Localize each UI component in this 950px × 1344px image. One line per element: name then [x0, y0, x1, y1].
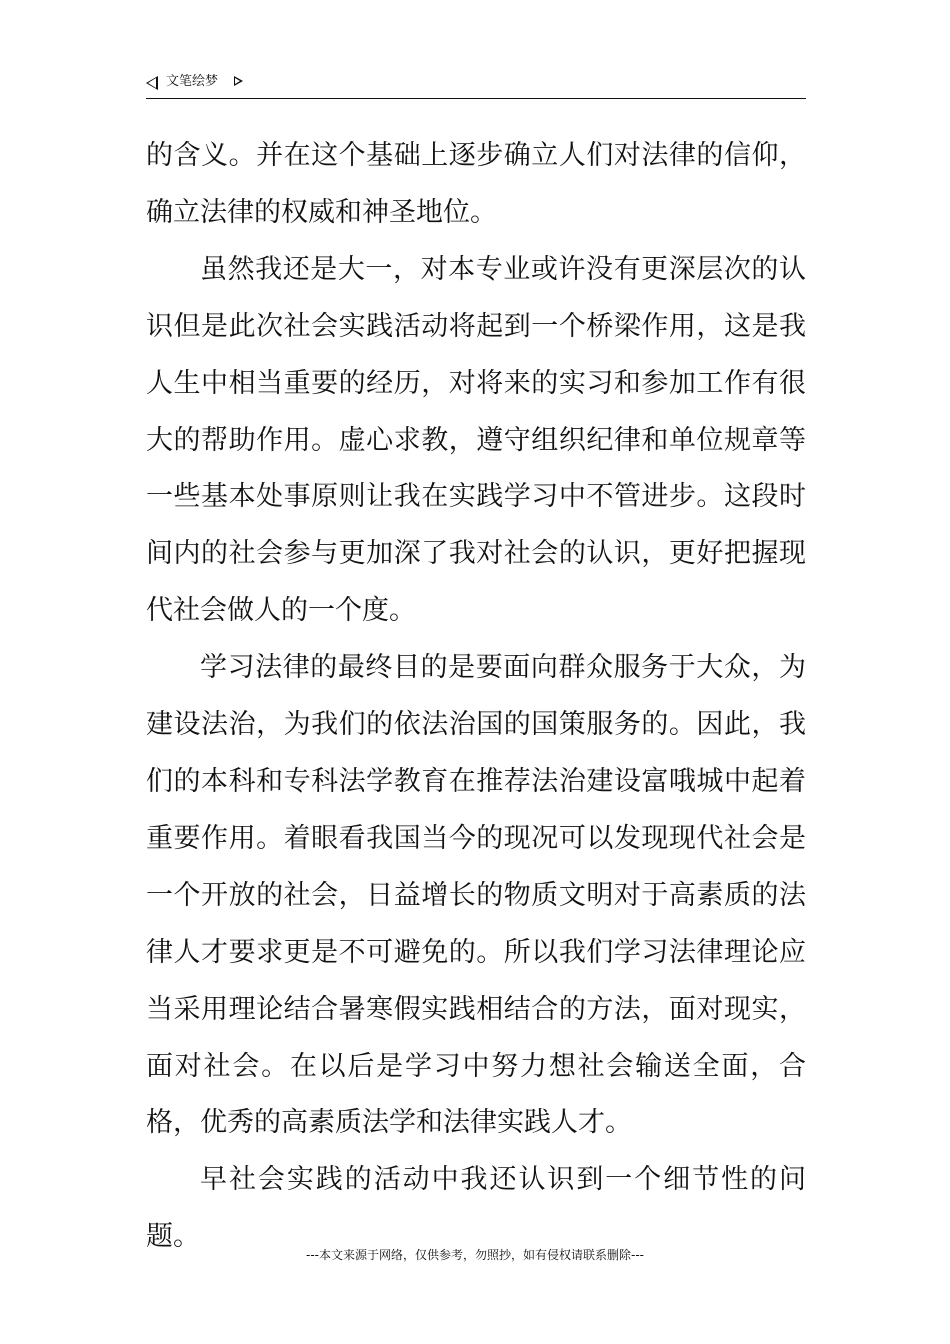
- header-title: 文笔绘梦: [166, 74, 219, 89]
- triangle-left-icon: [146, 76, 158, 90]
- footer-disclaimer: ---本文来源于网络，仅供参考，勿照抄，如有侵权请联系删除---: [306, 1248, 644, 1262]
- paragraph-practice-experience: 虽然我还是大一，对本专业或许没有更深层次的认识但是此次社会实践活动将起到一个桥梁作用，这是我人生中相当重要的经历，对将来的实习和参加工作有很大的帮助作用。虚心求教，遵守组织纪律和单位规章等一些基本处事原则让我在实践学习中不管进步。这段时间内的社会参与更加深了我对社会的认识，更好把握现代社会做人的一个度。: [146, 253, 806, 627]
- paragraph-detail-issue: 早社会实践的活动中我还认识到一个细节性的问题。: [146, 1164, 806, 1253]
- paragraph-law-study-purpose: 学习法律的最终目的是要面向群众服务于大众，为建设法治，为我们的依法治国的国策服务的。因此，我们的本科和专科法学教育在推荐法治建设富哦城中起着重要作用。着眼看我国当今的现况可以发现现代社会是一个开放的社会，日益增长的物质文明对于高素质的法律人才要求更是不可避免的。所以我们学习法律理论应当采用理论结合暑寒假实践相结合的方法，面对现实，面对社会。在以后是学习中努力想社会输送全面，合格，优秀的高素质法学和法律实践人才。: [146, 652, 806, 1139]
- triangle-right-icon: [234, 76, 243, 86]
- document-body: [146, 128, 806, 1266]
- page-header: [146, 72, 806, 99]
- paragraph-continued: 的含义。并在这个基础上逐步确立人们对法律的信仰，确立法律的权威和神圣地位。: [146, 140, 806, 228]
